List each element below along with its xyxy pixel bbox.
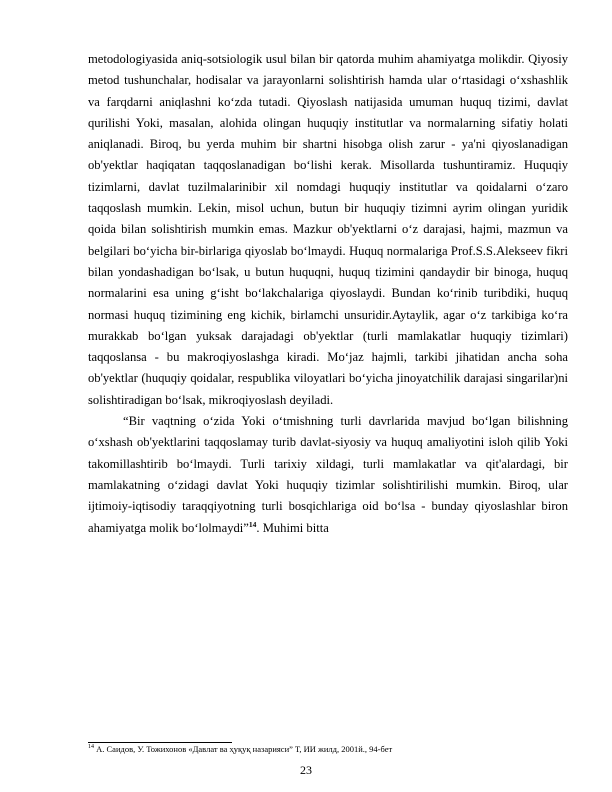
paragraph-1: metodologiyasida aniq-sotsiologik usul bilan bir qatorda muhim ahamiyatga molikdir. Qiyosiy metod tushunchalar, hodisalar va jarayonlarni solishtirish hamda ular o‘rtasidagi o‘xshashlik va farqdarni aniqlashni ko‘zda tutadi. Qiyoslash natijasida umuman huquq tizimi, davlat qurilishi Yoki, masalan, alohida olingan huquqiy institutlar va normalarning sifatiy holati aniqlanadi. Biroq, bu yerda muhim bir shartni hisobga olish zarur - ya'ni qiyoslanadigan ob'yektlar haqiqatan taqqoslanadigan bo‘lishi kerak. Misollarda tushuntiramiz. Huquqiy tizimlarni, davlat tuzilmalarinibir xil nomdagi huquqiy institutlar va qoidalarni o‘zaro taqqoslash mumkin. Lekin, misol uchun, butun bir huquqiy tizimni ayrim olingan yuridik qoida bilan solishtirish mumkin emas. Mazkur ob'yektlarni o‘z darajasi, hajmi, mazmun va belgilari bo‘yicha bir-birlariga qiyoslab bo‘lmaydi. Huquq normalariga Prof.S.S.Alekseev fikri bilan yondashadigan bo‘lsak, u butun huquqni, huquq tizimini qandaydir bir binoga, huquq normalarini esa uning g‘isht bo‘lakchalariga qiyoslaydi. Bundan ko‘rinib turibdiki, huquq normasi huquq tizimining eng kichik, birlamchi unsuridir.Aytaylik, agar o‘z tarkibiga ko‘ra murakkab bo‘lgan yuksak darajadagi ob'yektlar (turli mamlakatlar huquqiy tizimlari) taqqoslansa - bu makroqiyoslashga kiradi. Mo‘jaz hajmli, tarkibi jihatidan ancha soha ob'yektlar (huquqiy qoidalar, respublika viloyatlari bo‘yicha jinoyatchilik darajasi singarilar)ni solishtiradigan bo‘lsak, mikroqiyoslash deyiladi. <box>88 52 568 407</box>
footnote-text: А. Саидов, У. Тожихонов «Давлат ва ҳуқуқ назарияси” Т, ИИ жилд, 2001й., 94-бет <box>94 744 393 754</box>
footnote-separator <box>88 742 232 743</box>
footnote-reference[interactable]: 14 <box>248 519 257 529</box>
footnote-marker: 14 <box>88 744 94 751</box>
paragraph-2 <box>88 411 568 539</box>
paragraph-2-tail: . Muhimi bitta <box>256 520 329 535</box>
footnote <box>88 744 568 755</box>
paragraph-2-text: “Bir vaqtning o‘zida Yoki o‘tmishning turli davrlarida mavjud bo‘lgan bilishning o‘xshash ob'yektlarini taqqoslamay turib davlat-siyosiy va huquq amaliyotini isloh qilib Yoki takomillashtirib bo‘lmaydi. Turli tarixiy xildagi, turli mamlakatlar va qit'alardagi, bir mamlakatning o‘zidagi davlat Yoki huquqiy tizimlar solishtirilishi mumkin. Biroq, ular ijtimoiy-iqtisodiy taraqqiyotning turli bosqichlariga oid bo‘lsa - bunday qiyoslashlar biron ahamiyatga molik bo‘lolmaydi” <box>88 414 568 535</box>
page-number: 23 <box>300 763 312 777</box>
body-text <box>88 49 568 539</box>
